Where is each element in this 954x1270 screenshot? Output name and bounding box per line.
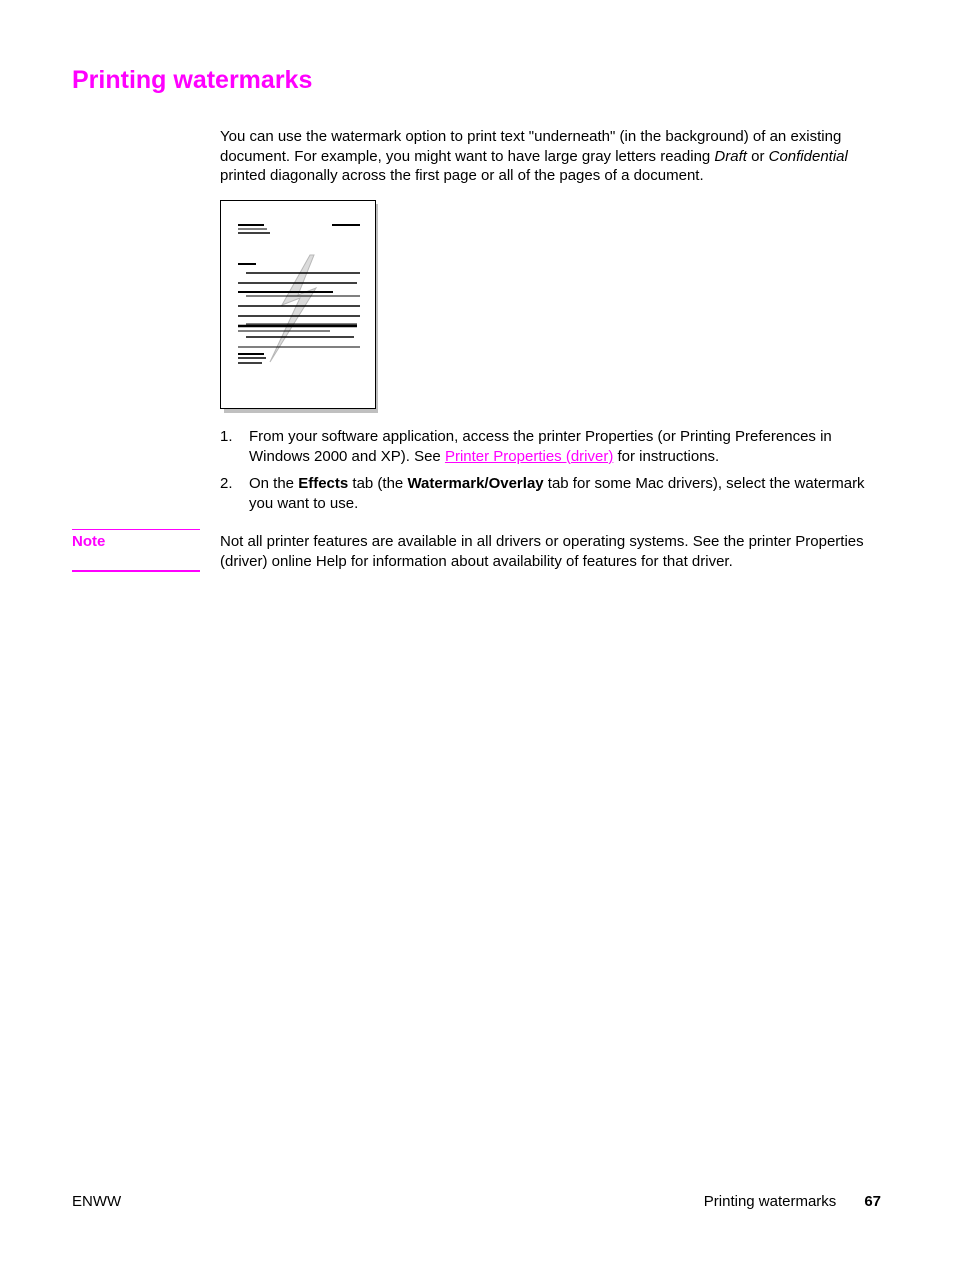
step-text: tab for some Mac drivers), select the watermark you want to use. [249, 475, 865, 512]
intro-text-3: printed diagonally across the first page or all of the pages of a document. [220, 167, 704, 184]
intro-paragraph [220, 127, 880, 186]
step-text: for instructions. [613, 447, 720, 465]
intro-confidential: Confidential [768, 147, 848, 165]
intro-draft: Draft [714, 147, 747, 165]
step-text: From your software application, access the printer Properties (or Printing Preferences in Windows 2000 and XP). See [249, 428, 832, 465]
footer-left-label: ENWW [72, 1193, 122, 1210]
page-number: 67 [864, 1193, 881, 1210]
note-label: Note [72, 533, 106, 550]
note-text: Not all printer features are available in all drivers or operating systems. See the printer Properties (driver) online Help for information about availability of features for that driver. [220, 533, 864, 570]
step-list [220, 427, 880, 521]
page-title: Printing watermarks [72, 66, 313, 94]
step-1 [220, 427, 880, 466]
printer-properties-link[interactable]: Printer Properties (driver) [444, 447, 614, 465]
note-divider-bottom [72, 570, 200, 572]
effects-tab-term: Effects [298, 475, 349, 492]
step-number: 2. [220, 475, 233, 492]
step-text: tab (the [348, 475, 408, 492]
footer-section-title: Printing watermarks [703, 1193, 837, 1210]
watermark-document-illustration [220, 200, 378, 413]
intro-text-1: You can use the watermark option to print text "underneath" (in the background) of an existing document. For example, you might want to have large gray letters reading [220, 128, 842, 165]
watermark-overlay-tab-term: Watermark/Overlay [407, 475, 544, 492]
footer-right [704, 1192, 881, 1211]
step-2 [220, 474, 880, 513]
note-divider-top [72, 529, 200, 530]
step-number: 1. [220, 428, 233, 445]
step-text: On the [249, 475, 299, 492]
intro-text-2: or [746, 147, 769, 165]
